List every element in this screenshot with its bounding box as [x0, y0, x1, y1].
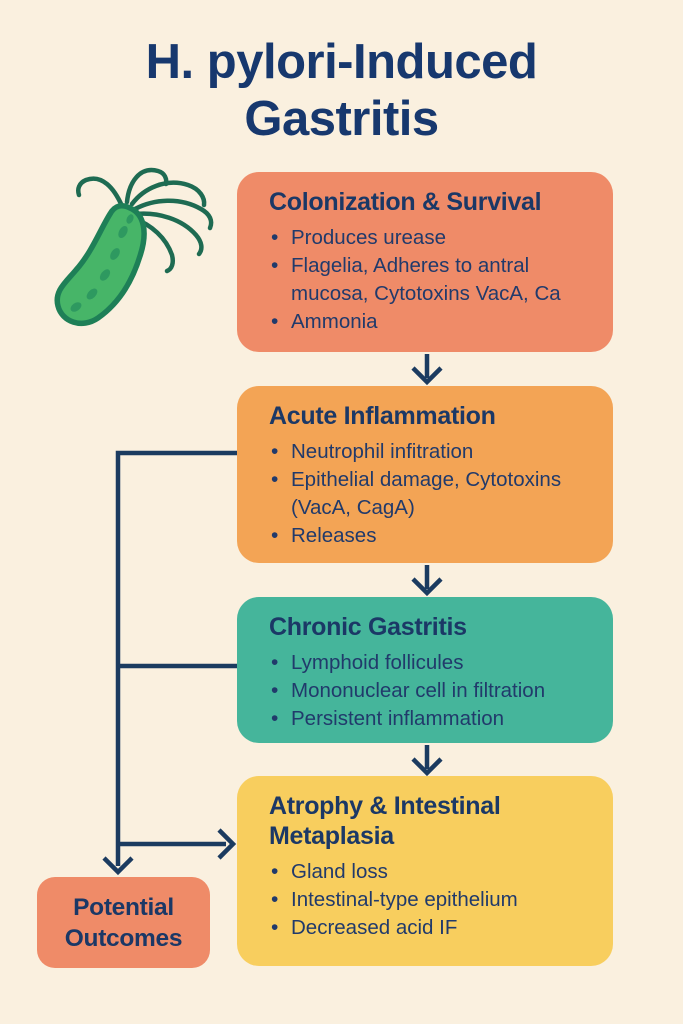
- bullet-item: • Flagelia, Adheres to antral mucosa, Cytotoxins VacA, Ca: [269, 252, 595, 308]
- bullet-item: • Epithelial damage, Cytotoxins (VacA, CagA): [269, 466, 595, 522]
- bullet-item: • Persistent inflammation: [269, 705, 595, 733]
- bullet-item: • Decreased acid IF: [269, 914, 595, 942]
- bullet-item: • Releases: [269, 522, 595, 550]
- bullet-item: • Neutrophil infitration: [269, 438, 595, 466]
- bullet-item: • Produces urease: [269, 224, 595, 252]
- bullet-item: • Ammonia: [269, 308, 595, 336]
- stage-title: Chronic Gastritis: [269, 613, 467, 641]
- page-title: [0, 34, 683, 148]
- stage-title: Acute Inflammation: [269, 402, 496, 430]
- stage-box-colonization-survival: [237, 172, 613, 352]
- h-pylori-bacterium-icon: [26, 156, 236, 356]
- bacterium-body: [57, 206, 144, 324]
- stage-box-acute-inflammation: [237, 386, 613, 563]
- arrow-branch-to-atrophy-icon: [219, 830, 233, 858]
- stage-bullet-list: [269, 649, 595, 733]
- stage-bullet-list: [269, 858, 595, 942]
- stage-title: Colonization & Survival: [269, 188, 542, 216]
- bullet-item: • Lymphoid follicules: [269, 649, 595, 677]
- arrow-chronic-to-atrophy-icon: [413, 745, 441, 773]
- potential-outcomes-label: Potential Outcomes: [64, 893, 183, 952]
- page-title-line1: H. pylori-Induced: [145, 35, 538, 89]
- side-connector-lines: [118, 453, 237, 866]
- stage-bullet-list: [269, 438, 595, 550]
- arrow-branch-to-outcomes-icon: [104, 858, 132, 872]
- stage-box-atrophy-metaplasia: [237, 776, 613, 966]
- bullet-item: • Gland loss: [269, 858, 595, 886]
- potential-outcomes-box: [37, 877, 210, 968]
- arrow-colonization-to-acute-icon: [413, 354, 441, 382]
- bullet-item: • Intestinal-type epithelium: [269, 886, 595, 914]
- arrow-acute-to-chronic-icon: [413, 565, 441, 593]
- stage-box-chronic-gastritis: [237, 597, 613, 743]
- page-title-line2: Gastritis: [244, 92, 439, 146]
- stage-title: Atrophy & Intestinal Metaplasia: [269, 792, 501, 850]
- bullet-item: • Mononuclear cell in filtration: [269, 677, 595, 705]
- stage-bullet-list: [269, 224, 595, 336]
